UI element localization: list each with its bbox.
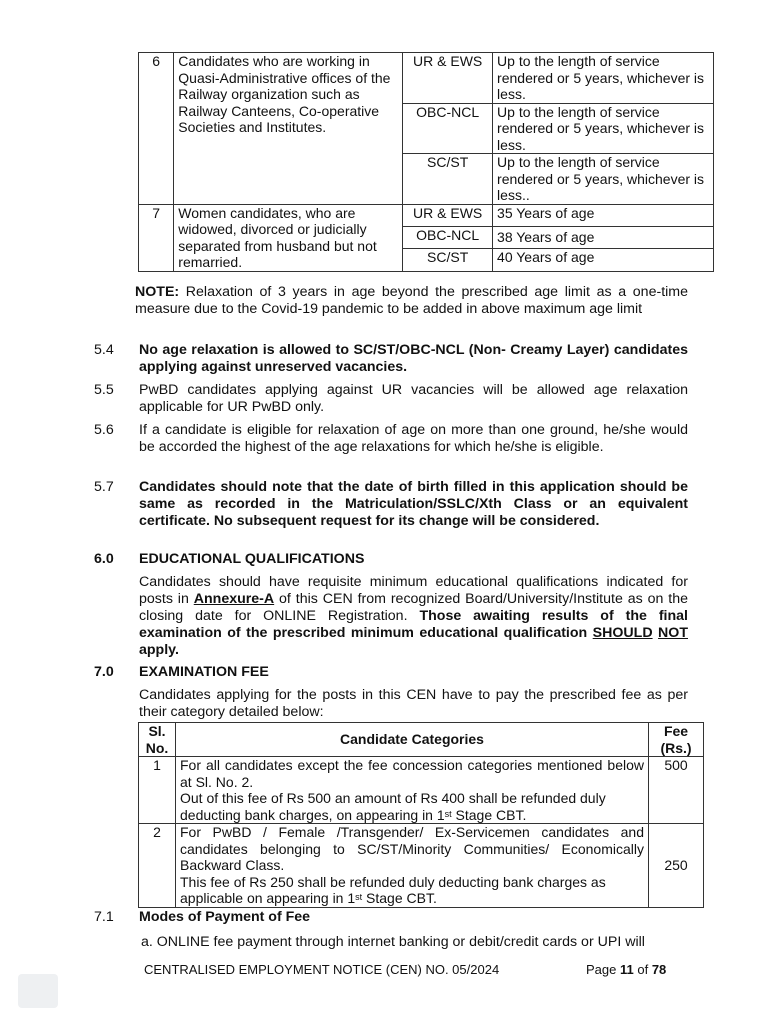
category-description: Women candidates, who are widowed, divorced or judicially separated from husband but not remarried. bbox=[174, 204, 403, 271]
community-cell: UR & EWS bbox=[403, 204, 493, 226]
clause-number: 5.5 bbox=[94, 382, 114, 398]
refund-line bbox=[180, 874, 644, 907]
superscript: st bbox=[444, 808, 452, 819]
refund-line bbox=[180, 790, 644, 823]
payment-mode-item: a. ONLINE fee payment through internet banking or debit/credit cards or UPI will bbox=[141, 934, 645, 950]
column-header-category: Candidate Categories bbox=[176, 723, 649, 757]
superscript: st bbox=[355, 892, 363, 902]
section-number: 6.0 bbox=[94, 551, 114, 567]
table-header-row bbox=[139, 723, 704, 757]
community-cell: SC/ST bbox=[403, 249, 493, 271]
clause-number: 5.4 bbox=[94, 342, 114, 358]
table-row bbox=[139, 824, 704, 908]
community-cell: SC/ST bbox=[403, 154, 493, 205]
serial-number: 7 bbox=[139, 204, 174, 271]
total-pages: 78 bbox=[651, 962, 667, 977]
note-text: Relaxation of 3 years in age beyond the prescribed age limit as a one-time measure due to the Covid-19 pandemic to be added in above maximum age limit bbox=[135, 284, 688, 317]
category-description: Candidates who are working in Quasi-Administrative offices of the Railway organization such as Railway Canteens, Co-operative Societies and Institutes. bbox=[174, 53, 403, 205]
section-heading: EDUCATIONAL QUALIFICATIONS bbox=[139, 551, 365, 567]
not-text: NOT bbox=[658, 625, 688, 641]
community-cell: OBC-NCL bbox=[403, 103, 493, 154]
section-heading: EXAMINATION FEE bbox=[139, 664, 269, 680]
clause-5-6-text: If a candidate is eligible for relaxation of age on more than one ground, he/she would be accorded the highest of the age relaxations for which he/she is eligible. bbox=[139, 422, 688, 455]
description-line: For PwBD / Female /Transgender/ Ex-Servicemen candidates and candidates belonging to SC/ST/Minority Communities/ Economically Backward Class. bbox=[180, 824, 644, 873]
age-limit-cell: 38 Years of age bbox=[493, 226, 714, 248]
footer-notice: CENTRALISED EMPLOYMENT NOTICE (CEN) NO. 05/2024 bbox=[144, 962, 500, 977]
qualification-paragraph bbox=[139, 574, 688, 659]
note-paragraph bbox=[135, 284, 688, 318]
community-cell: UR & EWS bbox=[403, 53, 493, 104]
description-line: For all candidates except the fee concession categories mentioned below at Sl. No. 2. bbox=[180, 757, 644, 790]
fee-table bbox=[138, 722, 704, 908]
column-header-fee: Fee (Rs.) bbox=[649, 723, 704, 757]
annexure-link[interactable]: Annexure-A bbox=[193, 591, 275, 607]
page-number bbox=[586, 962, 666, 977]
clause-5-4-text: No age relaxation is allowed to SC/ST/OBC-NCL (Non- Creamy Layer) candidates applying against unreserved vacancies. bbox=[139, 342, 688, 375]
age-limit-cell: Up to the length of service rendered or 5 years, whichever is less.. bbox=[493, 154, 714, 205]
refund-text: Out of this fee of Rs 500 an amount of Rs 400 shall be refunded duly deducting bank charges, on appearing in 1 bbox=[180, 790, 606, 823]
table-row bbox=[139, 757, 704, 824]
current-page: 11 bbox=[619, 962, 634, 977]
section-heading: Modes of Payment of Fee bbox=[139, 909, 311, 925]
clause-5-5-text: PwBD candidates applying against UR vacancies will be allowed age relaxation applicable for UR PwBD only. bbox=[139, 382, 688, 415]
community-cell: OBC-NCL bbox=[403, 226, 493, 248]
age-relaxation-table bbox=[138, 52, 714, 272]
clause-5-7-text: Candidates should note that the date of birth filled in this application should be same as recorded in the Matriculation/SSLC/Xth Class or an equivalent certificate. No subsequent request for its change will be considered. bbox=[139, 479, 688, 529]
table-row bbox=[139, 204, 714, 226]
fee-amount: 500 bbox=[649, 757, 704, 824]
section-number: 7.1 bbox=[94, 909, 114, 925]
section-number: 7.0 bbox=[94, 664, 114, 680]
fee-description bbox=[176, 757, 649, 824]
table-row bbox=[139, 53, 714, 104]
column-header-sl: Sl. No. bbox=[139, 723, 176, 757]
should-text: SHOULD bbox=[592, 625, 653, 641]
para-text: of this CEN from recognized Board/University/Institute as on the closing date for ONLINE Registration. bbox=[139, 591, 688, 624]
page-label: Page bbox=[586, 962, 620, 977]
para-text: Candidates should have requisite minimum educational qualifications indicated for posts in bbox=[139, 574, 688, 607]
apply-text: apply. bbox=[139, 642, 179, 658]
clause-number: 5.6 bbox=[94, 422, 114, 438]
serial-number: 2 bbox=[139, 824, 176, 908]
age-limit-cell: Up to the length of service rendered or 5 years, whichever is less. bbox=[493, 53, 714, 104]
refund-text-end: Stage CBT. bbox=[362, 890, 437, 906]
refund-text-end: Stage CBT. bbox=[451, 806, 527, 823]
clause-number: 5.7 bbox=[94, 479, 114, 495]
page-thumbnail-button[interactable] bbox=[18, 974, 58, 1008]
fee-amount: 250 bbox=[649, 824, 704, 908]
fee-description bbox=[176, 824, 649, 908]
age-limit-cell: 40 Years of age bbox=[493, 249, 714, 271]
page-of: of bbox=[633, 962, 652, 977]
serial-number: 6 bbox=[139, 53, 174, 205]
age-limit-cell: Up to the length of service rendered or 5 years, whichever is less. bbox=[493, 103, 714, 154]
note-label: NOTE: bbox=[135, 284, 180, 300]
fee-intro: Candidates applying for the posts in this CEN have to pay the prescribed fee as per their category detailed below: bbox=[139, 687, 688, 720]
serial-number: 1 bbox=[139, 757, 176, 824]
para-bold-text: Those awaiting results of the final examination of the prescribed minimum educational qualification bbox=[139, 608, 688, 641]
age-limit-cell: 35 Years of age bbox=[493, 204, 714, 226]
refund-text: This fee of Rs 250 shall be refunded duly deducting bank charges as applicable on appearing in 1 bbox=[180, 873, 606, 906]
